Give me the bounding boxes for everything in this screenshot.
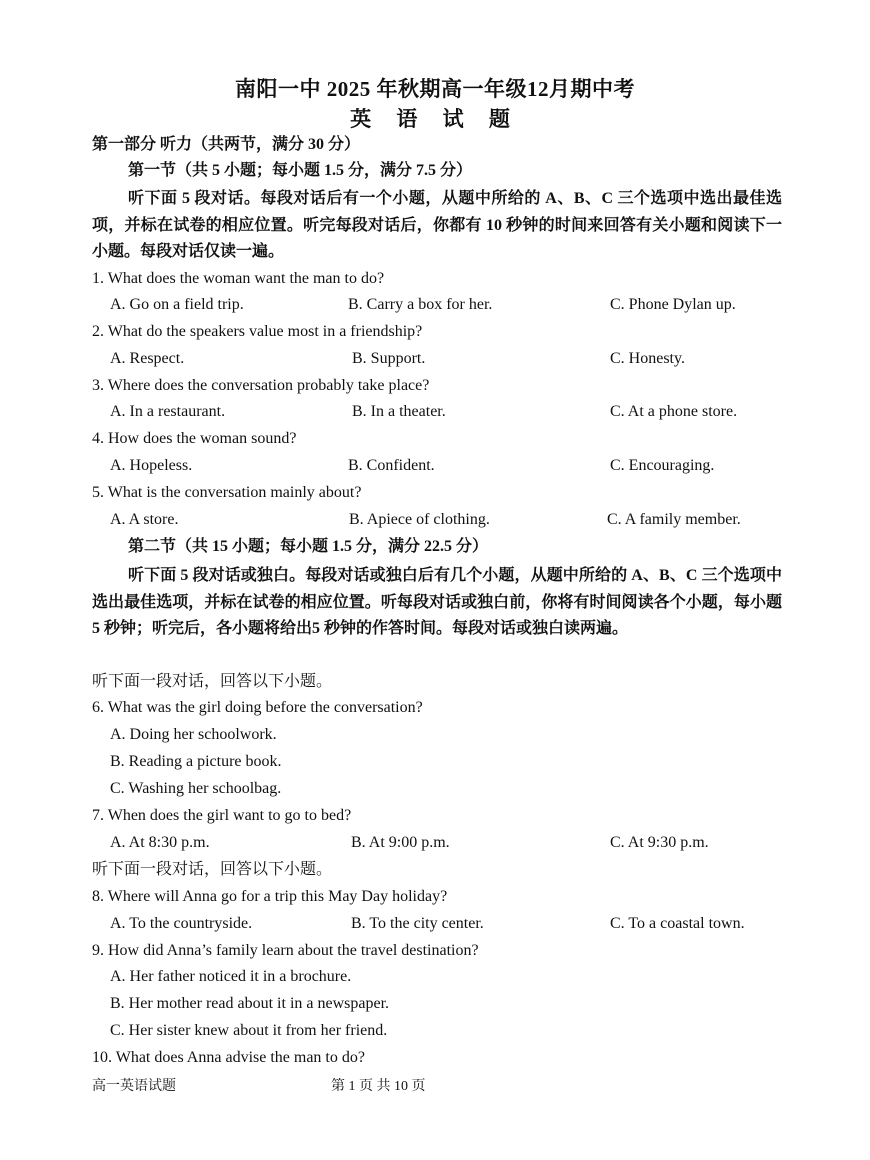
question-4-option-c: C. Encouraging. xyxy=(610,457,715,474)
question-6-option-c: C. Washing her schoolbag. xyxy=(110,780,282,797)
exam-subtitle: 英 语 试 题 xyxy=(350,107,520,131)
question-4-option-b: B. Confident. xyxy=(348,457,435,474)
question-9-option-a: A. Her father noticed it in a brochure. xyxy=(110,968,352,985)
question-6-option-a: A. Doing her schoolwork. xyxy=(110,726,277,743)
section2-heading: 第二节（共 15 小题；每小题 1.5 分，满分 22.5 分） xyxy=(128,538,489,555)
footer-page-number: 第 1 页 共 10 页 xyxy=(331,1079,426,1094)
question-9-option-c: C. Her sister knew about it from her friend. xyxy=(110,1022,388,1039)
question-1-stem: 1. What does the woman want the man to do? xyxy=(92,270,385,287)
question-6-option-b: B. Reading a picture book. xyxy=(110,753,282,770)
dialogue-note-1: 听下面一段对话，回答以下小题。 xyxy=(92,673,333,690)
question-7-option-a: A. At 8:30 p.m. xyxy=(110,834,210,851)
question-2-option-a: A. Respect. xyxy=(110,350,185,367)
question-7-option-c: C. At 9:30 p.m. xyxy=(610,834,709,851)
question-5-option-c: C. A family member. xyxy=(607,511,741,528)
question-3-option-a: A. In a restaurant. xyxy=(110,403,226,420)
question-2-option-c: C. Honesty. xyxy=(610,350,685,367)
question-10-stem: 10. What does Anna advise the man to do? xyxy=(92,1049,365,1066)
question-6-stem: 6. What was the girl doing before the conversation? xyxy=(92,699,423,716)
question-5-option-a: A. A store. xyxy=(110,511,179,528)
question-9-option-b: B. Her mother read about it in a newspaper. xyxy=(110,995,390,1012)
question-7-option-b: B. At 9:00 p.m. xyxy=(351,834,450,851)
question-4-stem: 4. How does the woman sound? xyxy=(92,430,297,447)
question-7-stem: 7. When does the girl want to go to bed? xyxy=(92,807,352,824)
section1-heading: 第一节（共 5 小题；每小题 1.5 分，满分 7.5 分） xyxy=(128,162,473,179)
dialogue-note-2: 听下面一段对话，回答以下小题。 xyxy=(92,861,333,878)
question-3-stem: 3. Where does the conversation probably take place? xyxy=(92,377,430,394)
question-2-option-b: B. Support. xyxy=(352,350,426,367)
question-4-option-a: A. Hopeless. xyxy=(110,457,193,474)
question-3-option-b: B. In a theater. xyxy=(352,403,446,420)
question-8-option-b: B. To the city center. xyxy=(351,915,484,932)
question-3-option-c: C. At a phone store. xyxy=(610,403,738,420)
question-2-stem: 2. What do the speakers value most in a friendship? xyxy=(92,323,423,340)
question-8-stem: 8. Where will Anna go for a trip this May Day holiday? xyxy=(92,888,448,905)
question-8-option-a: A. To the countryside. xyxy=(110,915,253,932)
question-5-option-b: B. Apiece of clothing. xyxy=(349,511,490,528)
footer-subject: 高一英语试题 xyxy=(92,1079,176,1094)
part1-heading: 第一部分 听力（共两节，满分 30 分） xyxy=(92,136,361,153)
section2-instructions: 听下面 5 段对话或独白。每段对话或独白后有几个小题，从题中所给的 A、B、C 三个选项中选出最佳选项，并标在试卷的相应位置。听每段对话或独白前，你将有时间阅读各个小题，每小题 5 秒钟；听完后，各小题将给出5 秒钟的作答时间。每段对话或独白读两遍。 xyxy=(92,567,782,637)
question-8-option-c: C. To a coastal town. xyxy=(610,915,745,932)
question-1-option-a: A. Go on a field trip. xyxy=(110,296,244,313)
question-5-stem: 5. What is the conversation mainly about? xyxy=(92,484,362,501)
section1-instructions: 听下面 5 段对话。每段对话后有一个小题，从题中所给的 A、B、C 三个选项中选出最佳选项，并标在试卷的相应位置。听完每段对话后，你都有 10 秒钟的时间来回答有关小题和阅读下一小题。每段对话仅读一遍。 xyxy=(92,190,782,260)
question-1-option-c: C. Phone Dylan up. xyxy=(610,296,736,313)
question-9-stem: 9. How did Anna’s family learn about the travel destination? xyxy=(92,942,479,959)
exam-title: 南阳一中 2025 年秋期高一年级12月期中考 xyxy=(235,77,635,101)
question-1-option-b: B. Carry a box for her. xyxy=(348,296,493,313)
